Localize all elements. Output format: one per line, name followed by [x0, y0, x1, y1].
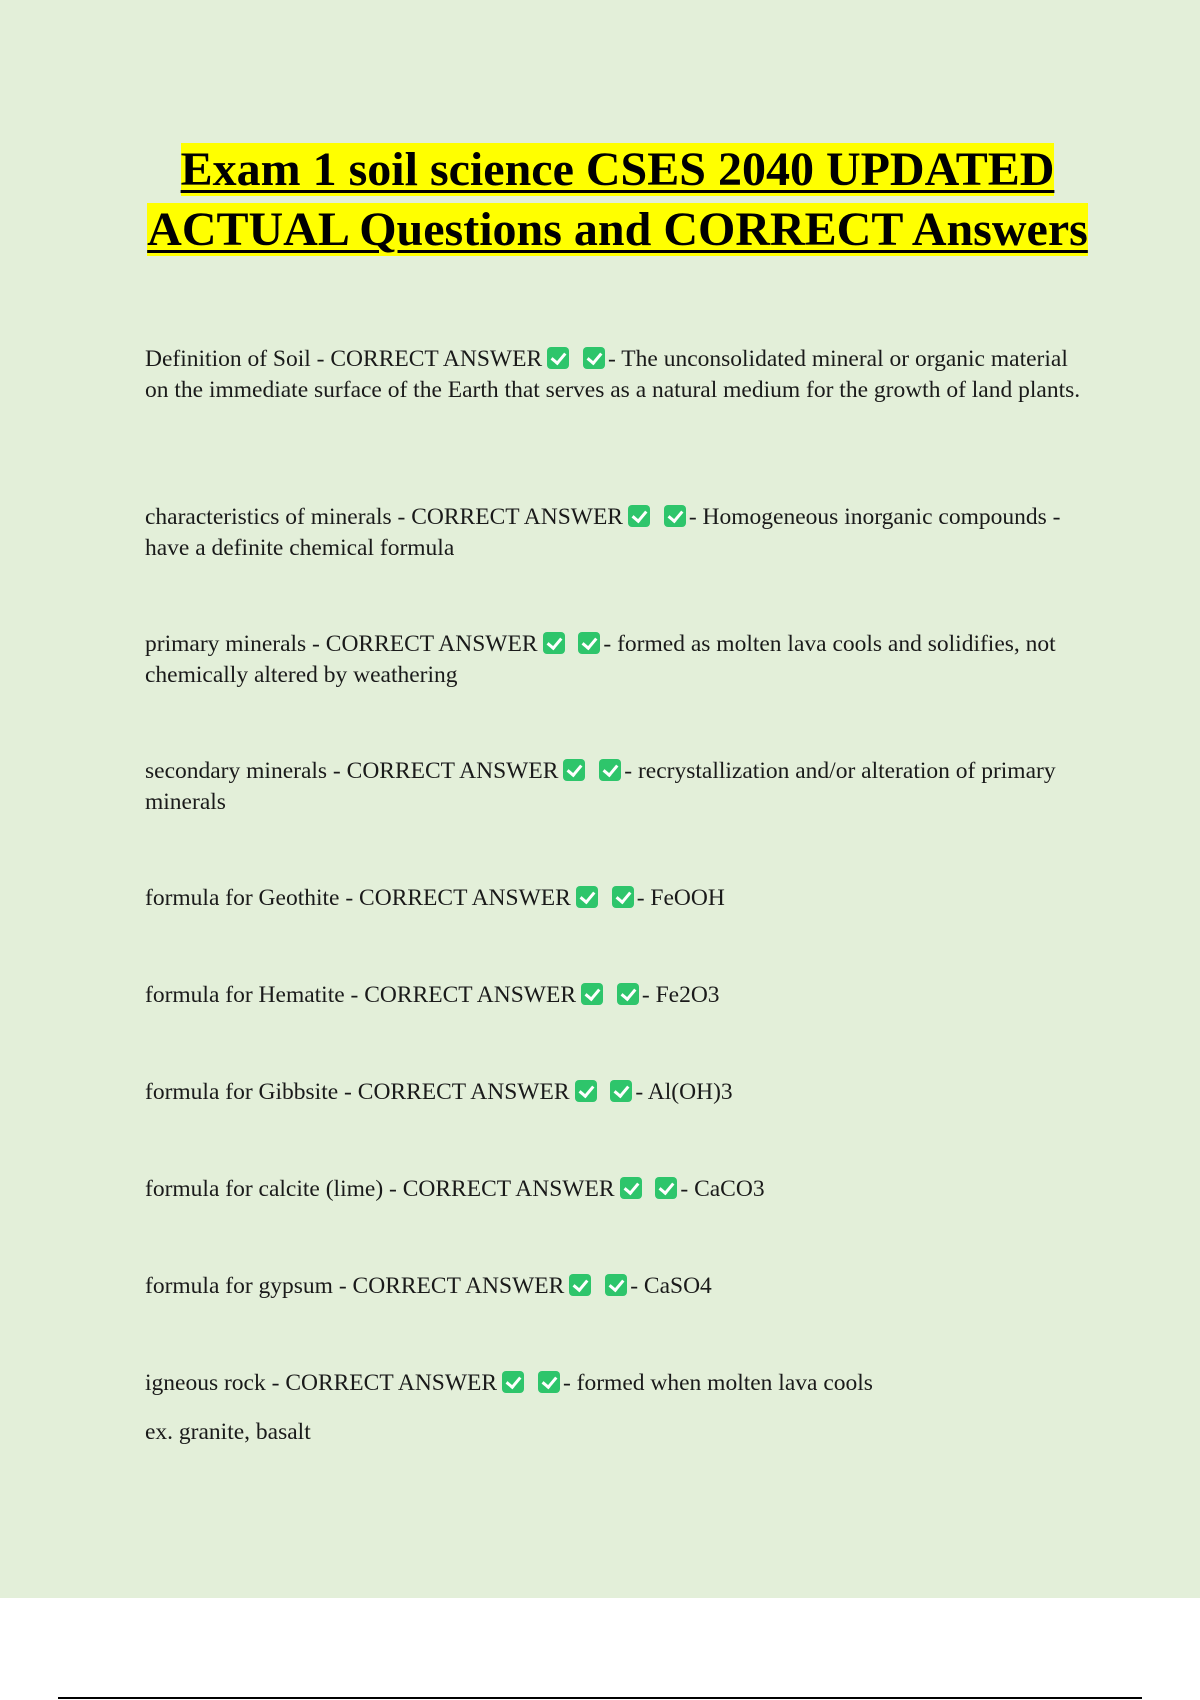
check-mark-icon [599, 759, 621, 781]
question-text: igneous rock - [145, 1370, 286, 1396]
document-title [120, 140, 1115, 260]
answer-text: - CaCO3 [680, 1176, 765, 1202]
check-mark-icon [569, 1274, 591, 1296]
answer-text: - Al(OH)3 [635, 1079, 733, 1105]
check-mark-icon [581, 983, 603, 1005]
answer-example: ex. granite, basalt [145, 1419, 311, 1445]
answer-text: - CaSO4 [630, 1273, 712, 1299]
question-text: formula for calcite (lime) - [145, 1176, 403, 1202]
question-text: Definition of Soil - [145, 346, 331, 372]
qa-item-gypsum [145, 1271, 1090, 1302]
qa-item-hematite [145, 980, 1090, 1011]
question-text: primary minerals - [145, 631, 326, 657]
document-title-text: Exam 1 soil science CSES 2040 UPDATED ACTUAL Questions and CORRECT Answers [147, 143, 1088, 256]
check-mark-icon [605, 1274, 627, 1296]
question-text: secondary minerals - [145, 758, 347, 784]
check-mark-icon [543, 632, 565, 654]
question-text: formula for Hematite - [145, 982, 365, 1008]
answer-text: - recrystallization and/or alteration of primary minerals [145, 758, 1056, 815]
check-mark-icon [617, 983, 639, 1005]
qa-item-calcite [145, 1174, 1090, 1205]
qa-item-secondary-minerals [145, 756, 1090, 818]
check-mark-icon [583, 347, 605, 369]
answer-tag: CORRECT ANSWER [402, 1176, 615, 1202]
answer-tag: CORRECT ANSWER [352, 1273, 565, 1299]
answer-text: - Fe2O3 [641, 982, 720, 1008]
qa-item-characteristics-of-minerals [145, 502, 1090, 564]
answer-text: - formed as molten lava cools and solidifies, not chemically altered by weathering [145, 631, 1056, 688]
question-text: characteristics of minerals - [145, 504, 412, 530]
check-mark-icon [547, 347, 569, 369]
check-mark-icon [610, 1080, 632, 1102]
qa-item-definition-of-soil [145, 344, 1090, 406]
qa-item-geothite [145, 883, 1090, 914]
answer-tag: CORRECT ANSWER [285, 1370, 498, 1396]
check-mark-icon [563, 759, 585, 781]
answer-text: - Homogeneous inorganic compounds - have a definite chemical formula [145, 504, 1061, 561]
answer-tag: CORRECT ANSWER [346, 758, 559, 784]
answer-tag: CORRECT ANSWER [325, 631, 538, 657]
qa-item-primary-minerals [145, 629, 1090, 691]
question-text: formula for Gibbsite - [145, 1079, 358, 1105]
check-mark-icon [664, 505, 686, 527]
check-mark-icon [620, 1177, 642, 1199]
answer-text: - FeOOH [636, 885, 725, 911]
check-mark-icon [538, 1371, 560, 1393]
answer-tag: CORRECT ANSWER [330, 346, 543, 372]
check-mark-icon [576, 886, 598, 908]
footer-divider [58, 1697, 1142, 1699]
qa-item-igneous-rock [145, 1368, 1090, 1448]
check-mark-icon [655, 1177, 677, 1199]
answer-tag: CORRECT ANSWER [364, 982, 577, 1008]
question-text: formula for Geothite - [145, 885, 360, 911]
check-mark-icon [628, 505, 650, 527]
check-mark-icon [612, 886, 634, 908]
check-mark-icon [502, 1371, 524, 1393]
answer-tag: CORRECT ANSWER [411, 504, 623, 530]
qa-item-gibbsite [145, 1077, 1090, 1108]
check-mark-icon [575, 1080, 597, 1102]
answer-text: - The unconsolidated mineral or organic material on the immediate surface of the Earth that serves as a natural medium for the growth of land plants. [145, 346, 1081, 403]
question-text: formula for gypsum - [145, 1273, 353, 1299]
answer-text: - formed when molten lava cools [562, 1370, 873, 1396]
answer-tag: CORRECT ANSWER [357, 1079, 570, 1105]
answer-tag: CORRECT ANSWER [359, 885, 571, 911]
check-mark-icon [578, 632, 600, 654]
